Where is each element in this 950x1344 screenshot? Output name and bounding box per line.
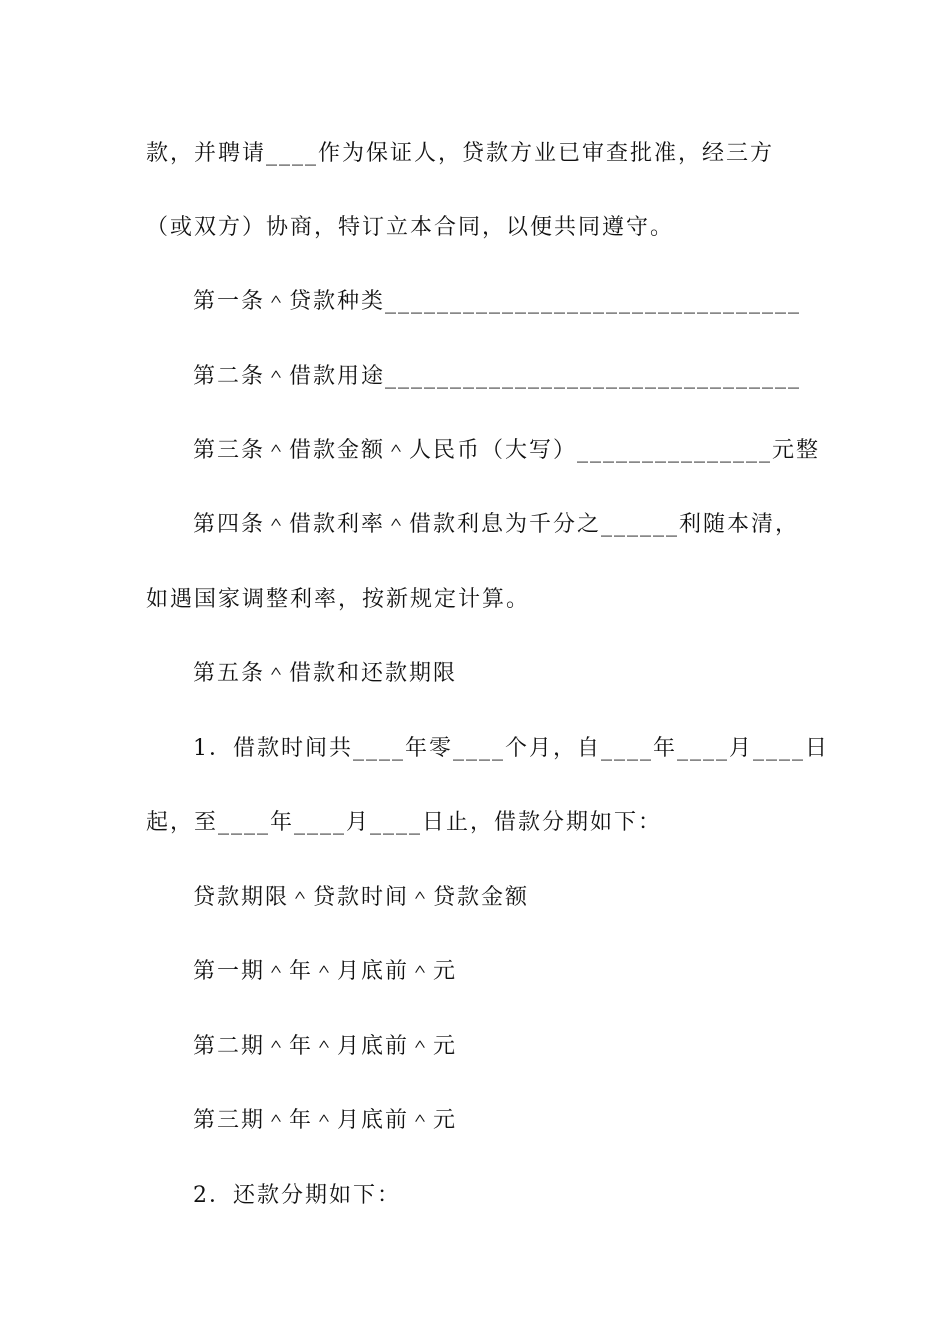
clause-loan-term: 第五条＾借款和还款期限 bbox=[193, 661, 458, 686]
paragraph-line: 起，至____年____月____日止，借款分期如下： bbox=[146, 810, 663, 835]
clause-interest-rate: 第四条＾借款利率＾借款利息为千分之______利随本清， bbox=[193, 512, 800, 537]
clause-loan-amount: 第三条＾借款金额＾人民币（大写）_______________元整 bbox=[193, 438, 821, 463]
schedule-row: 第三期＾年＾月底前＾元 bbox=[193, 1108, 458, 1133]
schedule-row: 第一期＾年＾月底前＾元 bbox=[193, 959, 458, 984]
schedule-row: 第二期＾年＾月底前＾元 bbox=[193, 1034, 458, 1059]
paragraph-line: （或双方）协商，特订立本合同，以便共同遵守。 bbox=[146, 215, 675, 240]
clause-loan-purpose: 第二条＾借款用途________________________________ bbox=[193, 364, 802, 389]
paragraph-line: 如遇国家调整利率，按新规定计算。 bbox=[146, 587, 531, 612]
clause-loan-type: 第一条＾贷款种类________________________________ bbox=[193, 289, 802, 314]
term-item-1: 1．借款时间共____年零____个月，自____年____月____日 bbox=[193, 736, 829, 761]
schedule-header: 贷款期限＾贷款时间＾贷款金额 bbox=[193, 885, 530, 910]
paragraph-line: 款，并聘请____作为保证人，贷款方业已审查批准，经三方 bbox=[146, 141, 775, 166]
term-item-2: 2．还款分期如下： bbox=[193, 1183, 401, 1208]
